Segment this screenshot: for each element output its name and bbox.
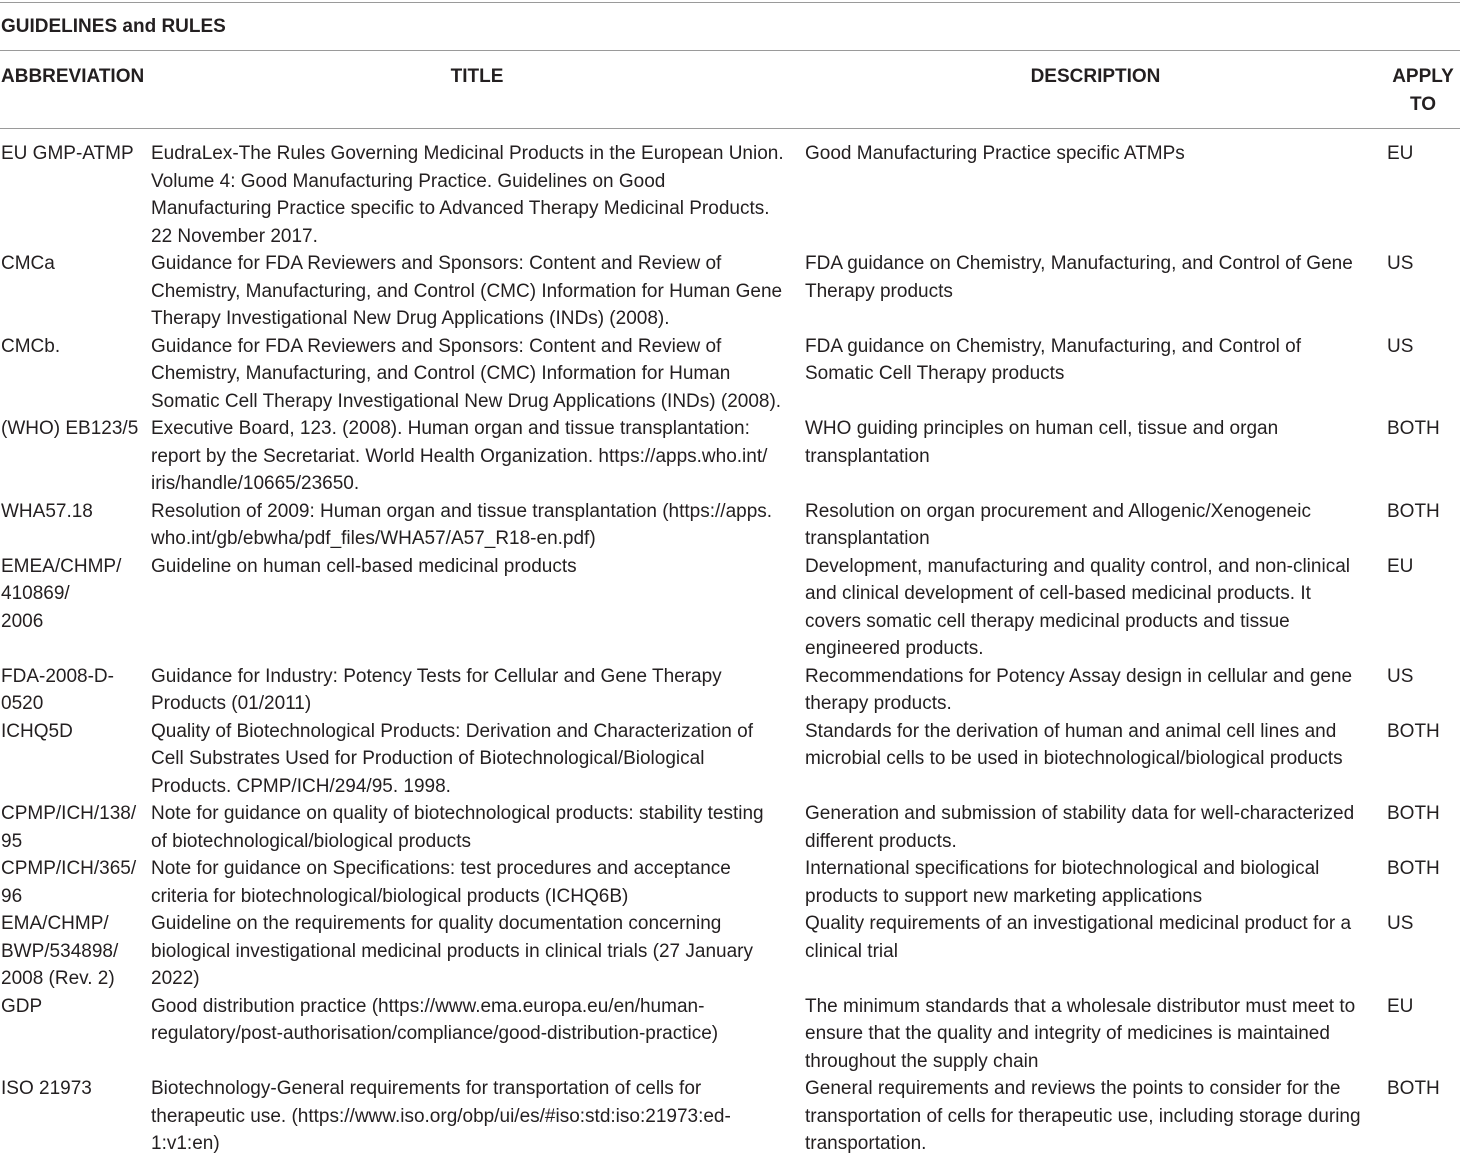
cell-description: Good Manufacturing Practice specific ATMPs [805,143,1185,164]
table-row [0,250,1460,333]
table-row [0,1075,1460,1158]
cell-apply-to: BOTH [1387,803,1440,824]
cell-abbreviation: FDA-2008-D- 0520 [1,665,114,714]
cell-title: Biotechnology-General requirements for transportation of cells for therapeutic use. (https://www.iso.org/obp/ui/es/#iso:std:iso:21973:ed- 1:v1:en) [151,1078,731,1154]
cell-title: EudraLex-The Rules Governing Medicinal Products in the European Union. Volume 4: Good Manufacturing Practice. Guidelines on Good Manufacturing Practice specific to Advanced Therapy Medicinal Products. 22 November 2017. [151,143,784,247]
cell-description: Development, manufacturing and quality control, and non-clinical and clinical development of cell-based medicinal products. It covers somatic cell therapy medicinal products and tissue engineered products. [805,555,1350,659]
cell-title: Good distribution practice (https://www.ema.europa.eu/en/human- regulatory/post-authorisation/compliance/good-distribution-practice) [151,995,719,1044]
cell-abbreviation: CMCa [1,253,55,274]
cell-abbreviation: EMA/CHMP/ BWP/534898/ 2008 (Rev. 2) [1,913,119,989]
cell-title: Note for guidance on quality of biotechnological products: stability testing of biotechnological/biological products [151,803,764,852]
cell-apply-to: EU [1387,143,1414,164]
cell-apply-to: BOTH [1387,418,1440,439]
cell-title: Guideline on human cell-based medicinal products [151,555,577,577]
table-row [0,140,1460,250]
cell-title: Executive Board, 123. (2008). Human organ and tissue transplantation: report by the Secretariat. World Health Organization. https://apps.who.int/ iris/handle/10665/23650. [151,418,768,494]
cell-description: FDA guidance on Chemistry, Manufacturing, and Control of Gene Therapy products [805,253,1353,302]
title-rule [0,50,1460,51]
table-row [0,415,1460,498]
cell-apply-to: EU [1387,995,1414,1017]
table-row [0,333,1460,416]
cell-title: Guidance for FDA Reviewers and Sponsors: Content and Review of Chemistry, Manufacturing, and Control (CMC) Information for Human Gene Therapy Investigational New Drug Applications (INDs) (2008). [151,253,783,329]
top-rule [0,2,1460,3]
cell-title: Guidance for FDA Reviewers and Sponsors: Content and Review of Chemistry, Manufacturing, and Control (CMC) Information for Human Somatic Cell Therapy Investigational New Drug Applications (INDs) (2008). [151,335,782,412]
table-row [0,910,1460,993]
cell-description: FDA guidance on Chemistry, Manufacturing, and Control of Somatic Cell Therapy products [805,335,1302,384]
table-row [0,553,1460,663]
header-rule [0,128,1460,129]
cell-abbreviation: GDP [1,995,43,1017]
cell-abbreviation: CMCb. [1,335,61,357]
cell-apply-to: BOTH [1387,500,1440,522]
table-row [0,855,1460,910]
cell-description: Quality requirements of an investigational medicinal product for a clinical trial [805,913,1352,962]
cell-description: Generation and submission of stability data for well-characterized different products. [805,803,1355,852]
cell-abbreviation: CPMP/ICH/365/ 96 [1,858,137,907]
cell-abbreviation: ISO 21973 [1,1078,92,1099]
cell-description: Recommendations for Potency Assay design in cellular and gene therapy products. [805,665,1353,714]
cell-description: WHO guiding principles on human cell, tissue and organ transplantation [805,418,1279,467]
cell-apply-to: US [1387,913,1414,934]
cell-description: International specifications for biotechnological and biological products to support new marketing applications [805,858,1320,907]
cell-abbreviation: EU GMP-ATMP [1,143,134,164]
cell-apply-to: EU [1387,555,1414,577]
table-row [0,663,1460,718]
cell-apply-to: US [1387,665,1414,687]
cell-description: Standards for the derivation of human and animal cell lines and microbial cells to be used in biotechnological/biological products [805,720,1343,769]
cell-title: Guidance for Industry: Potency Tests for Cellular and Gene Therapy Products (01/2011) [151,665,722,714]
column-header-description: DESCRIPTION [1030,66,1161,87]
cell-description: Resolution on organ procurement and Allogenic/Xenogeneic transplantation [805,500,1311,549]
cell-apply-to: BOTH [1387,1078,1440,1099]
column-header-apply-to: APPLY TO [1392,66,1454,115]
column-header-abbreviation: ABBREVIATION [1,66,145,87]
table-body [0,140,1460,1158]
cell-title: Guideline on the requirements for quality documentation concerning biological investigational medicinal products in clinical trials (27 January 2022) [151,913,753,989]
section-title: GUIDELINES and RULES [1,16,226,37]
cell-apply-to: BOTH [1387,858,1440,879]
cell-title: Note for guidance on Specifications: test procedures and acceptance criteria for biotechnological/biological products (ICHQ6B) [151,858,731,907]
cell-abbreviation: CPMP/ICH/138/ 95 [1,803,137,852]
cell-apply-to: BOTH [1387,720,1440,742]
cell-title: Resolution of 2009: Human organ and tissue transplantation (https://apps. who.int/gb/ebwha/pdf_files/WHA57/A57_R18-en.pdf) [151,500,773,549]
table-row [0,993,1460,1076]
cell-abbreviation: EMEA/CHMP/ 410869/ 2006 [1,555,122,632]
cell-description: The minimum standards that a wholesale distributor must meet to ensure that the quality and integrity of medicines is maintained throughout the supply chain [805,995,1356,1072]
cell-abbreviation: ICHQ5D [1,720,73,742]
column-header-title: TITLE [450,66,504,87]
cell-description: General requirements and reviews the points to consider for the transportation of cells for therapeutic use, including storage during transportation. [805,1078,1361,1154]
table-row [0,498,1460,553]
cell-apply-to: US [1387,253,1414,274]
cell-abbreviation: WHA57.18 [1,500,93,522]
table-row [0,800,1460,855]
cell-abbreviation: (WHO) EB123/5 [1,418,139,439]
cell-title: Quality of Biotechnological Products: Derivation and Characterization of Cell Substrates Used for Production of Biotechnological/Biological Products. CPMP/ICH/294/95. 1998. [151,720,753,797]
cell-apply-to: US [1387,335,1414,357]
table-row [0,718,1460,801]
